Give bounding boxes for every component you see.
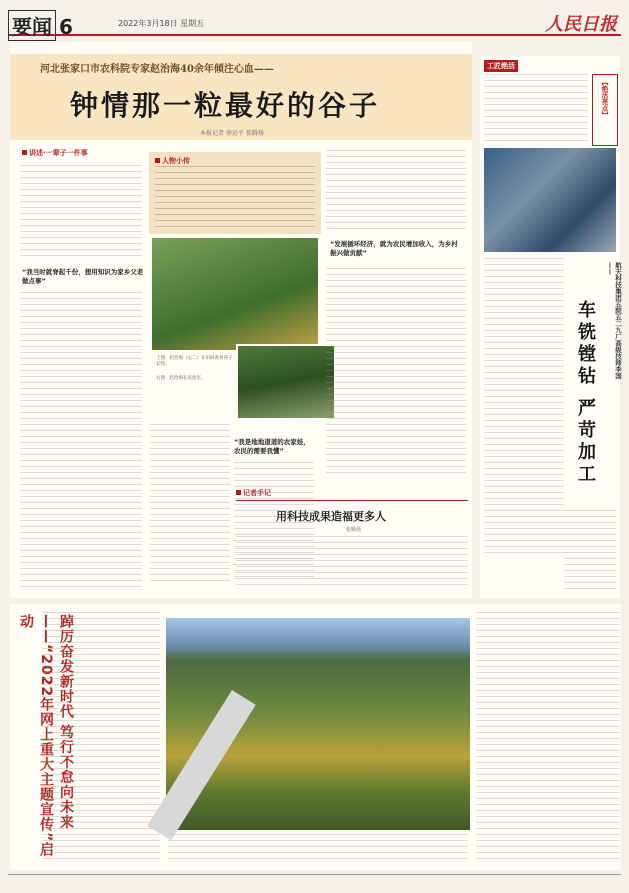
headline-kicker: 河北张家口市农科院专家赵治海40余年倾注心血—— xyxy=(40,64,274,75)
profile-text xyxy=(155,166,315,228)
page-number: 6 xyxy=(59,15,73,39)
newspaper-logo: 人民日报 xyxy=(545,14,617,35)
vertical-headline: 踔厉奋发新时代 笃行不怠向未来——“2022年网上重大主题宣传”启动 xyxy=(18,614,74,858)
body-text-block xyxy=(150,424,230,584)
photo-caption-1: 上图：赵治海（左二）在田间查看谷子长势。 xyxy=(156,356,233,367)
body-text-block xyxy=(326,268,466,478)
profile-tag: 人物小传 xyxy=(155,156,190,166)
body-text-block xyxy=(476,612,620,864)
divider xyxy=(236,500,468,501)
highlight-box xyxy=(592,74,618,146)
right-subtitle: 航天科技集团五院五二九厂高级技师李国—— xyxy=(606,262,622,379)
worker-photo xyxy=(484,148,616,252)
headline: 钟情那一粒最好的谷子 xyxy=(70,89,381,122)
section-tag-story: 讲述·一辈子一件事 xyxy=(22,148,88,158)
page-footer xyxy=(8,874,621,875)
right-tag: 工匠绝活 xyxy=(484,60,518,72)
highlight-label: 【绝活亮点】 xyxy=(600,79,609,118)
body-text-block xyxy=(20,292,142,587)
subhead-1: “我当时就脊起千份，想用知识为家乡父老做点事” xyxy=(22,268,144,285)
body-text-block xyxy=(484,74,588,144)
reporter-note-title: 用科技成果造福更多人 xyxy=(276,510,386,523)
field-photo xyxy=(152,238,318,350)
reporter-note-author: 张腾扬 xyxy=(346,527,362,533)
body-text-block xyxy=(484,258,564,558)
body-text-block xyxy=(236,536,468,590)
lab-photo xyxy=(236,344,336,420)
subhead-2: “发展循环经济，就为农民增加收入，为乡村振兴做贡献” xyxy=(330,240,458,257)
page-header xyxy=(8,8,621,39)
body-text-block xyxy=(42,612,160,862)
reporter-note-tag: 记者手记 xyxy=(236,488,271,498)
aerial-caption xyxy=(168,834,468,864)
subhead-3: “我是地地道道的农家娃，农民的需要我懂” xyxy=(234,438,310,455)
body-text-block xyxy=(564,510,616,590)
right-title: 车铣镗钻 严苛加工 xyxy=(575,300,596,487)
body-text-block xyxy=(20,165,142,260)
section-title: 要闻 6 xyxy=(8,10,73,41)
body-text-block xyxy=(326,150,466,230)
profile-box xyxy=(149,152,321,234)
photo-caption-2: 右图：赵治海在实验室。 xyxy=(156,376,206,381)
issue-date: 2022年3月18日 星期五 xyxy=(118,19,205,28)
byline: 本报记者 徐运平 张腾扬 xyxy=(200,130,264,137)
